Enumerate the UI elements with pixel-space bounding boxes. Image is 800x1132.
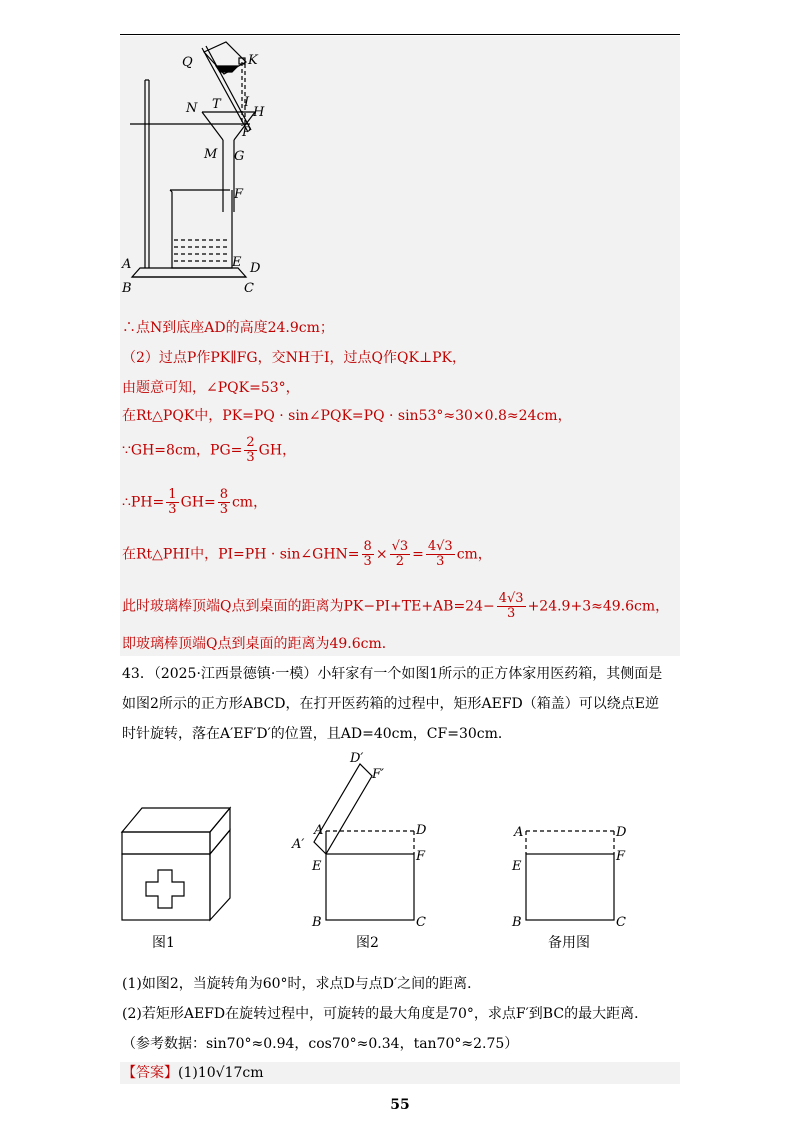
label-F: F xyxy=(616,849,626,864)
label-A-prime: A′ xyxy=(292,837,305,852)
line7-text-c: cm， xyxy=(456,546,492,563)
line5-text-b: GH， xyxy=(258,442,297,459)
answer-tag: 【答案】 xyxy=(122,1065,178,1081)
fraction xyxy=(390,540,411,569)
label-C: C xyxy=(416,915,426,930)
denominator: 3 xyxy=(219,502,228,517)
numerator: √3 xyxy=(391,539,409,554)
fraction xyxy=(426,540,455,569)
figure-3-spare xyxy=(508,820,638,935)
solution-line-1: ∴点N到底座AD的高度24.9cm； xyxy=(122,320,334,336)
solution-line-5 xyxy=(122,436,296,465)
label-B: B xyxy=(122,281,132,296)
label-A: A xyxy=(314,823,324,838)
problem-line-3: 时针旋转，落在A′EF′D′的位置，且AD=40cm，CF=30cm． xyxy=(122,726,512,742)
denominator: 3 xyxy=(507,606,516,621)
solution-line-8 xyxy=(122,592,669,621)
numerator: 1 xyxy=(168,487,177,502)
figure-2-caption: 图2 xyxy=(356,935,379,951)
label-T: T xyxy=(212,97,221,112)
label-B: B xyxy=(312,915,322,930)
label-P: P xyxy=(242,125,251,140)
figure-1-medicine-box xyxy=(118,800,248,955)
label-C: C xyxy=(616,915,626,930)
label-C: C xyxy=(244,281,254,296)
numerator: 8 xyxy=(219,487,228,502)
label-B: B xyxy=(512,915,522,930)
label-E: E xyxy=(512,859,522,874)
solution-line-2: （2）过点P作PK∥FG，交NH于I，过点Q作QK⊥PK， xyxy=(122,350,467,366)
label-K: K xyxy=(248,53,258,68)
times-sign: × xyxy=(375,546,388,563)
label-D: D xyxy=(616,825,627,840)
equals-sign: = xyxy=(412,546,424,563)
line7-text-a: 在Rt△PHI中，PI=PH · sin∠GHN= xyxy=(122,546,360,563)
denominator: 3 xyxy=(363,554,372,569)
fraction xyxy=(166,488,178,517)
label-A: A xyxy=(122,257,132,272)
line8-text-a: 此时玻璃棒顶端Q点到桌面的距离为PK−PI+TE+AB=24− xyxy=(122,598,495,615)
funnel-apparatus-figure xyxy=(120,40,280,302)
label-A: A xyxy=(514,825,524,840)
denominator: 2 xyxy=(395,554,404,569)
figure-2-rotation xyxy=(280,748,450,933)
label-F: F xyxy=(416,849,426,864)
label-F-prime: F′ xyxy=(372,767,384,782)
problem-line-2: 如图2所示的正方形ABCD，在打开医药箱的过程中，矩形AEFD（箱盖）可以绕点E逆 xyxy=(122,696,659,712)
line5-text-a: ∵GH=8cm，PG= xyxy=(122,442,243,459)
label-M: M xyxy=(204,147,218,162)
numerator: 4√3 xyxy=(498,591,524,606)
label-D: D xyxy=(416,823,427,838)
fraction xyxy=(362,540,374,569)
question-2: (2)若矩形AEFD在旋转过程中，可旋转的最大角度是70°，求点F′到BC的最大距离． xyxy=(122,1006,649,1022)
label-D-prime: D′ xyxy=(350,751,364,766)
label-I: I xyxy=(244,95,250,110)
question-1: (1)如图2，当旋转角为60°时，求点D与点D′之间的距离． xyxy=(122,976,482,992)
label-F: F xyxy=(234,187,244,202)
solution-line-9: 即玻璃棒顶端Q点到桌面的距离为49.6cm． xyxy=(122,636,396,652)
line6-text-b: GH= xyxy=(180,494,216,511)
numerator: 8 xyxy=(363,539,372,554)
top-rule xyxy=(120,34,680,35)
answer-text: (1)10√17cm xyxy=(178,1065,264,1081)
denominator: 3 xyxy=(246,450,255,465)
label-E: E xyxy=(232,255,242,270)
figure-3-caption: 备用图 xyxy=(548,935,590,951)
label-H: H xyxy=(253,105,265,120)
solution-line-7 xyxy=(122,540,492,569)
fraction xyxy=(218,488,230,517)
label-D: D xyxy=(250,261,261,276)
line6-text-a: ∴PH= xyxy=(122,494,165,511)
denominator: 3 xyxy=(168,502,177,517)
line8-text-b: +24.9+3≈49.6cm， xyxy=(527,598,670,615)
label-Q: Q xyxy=(182,55,193,70)
problem-header: 43．（2025·江西景德镇·一模）小轩家有一个如图1所示的正方体家用医药箱，其侧面是 xyxy=(122,666,663,682)
label-G: G xyxy=(234,149,245,164)
fraction xyxy=(497,592,526,621)
fraction xyxy=(244,436,256,465)
numerator: 4√3 xyxy=(427,539,453,554)
page-number: 55 xyxy=(390,1097,410,1113)
solution-line-4: 在Rt△PQK中，PK=PQ · sin∠PQK=PQ · sin53°≈30×0.8≈24cm， xyxy=(122,408,572,424)
figure-1-caption: 图1 xyxy=(152,935,175,951)
answer-line xyxy=(122,1063,264,1083)
denominator: 3 xyxy=(436,554,445,569)
label-E: E xyxy=(312,859,322,874)
numerator: 2 xyxy=(246,435,255,450)
reference-data: （参考数据：sin70°≈0.94，cos70°≈0.34，tan70°≈2.75） xyxy=(122,1036,519,1052)
label-N: N xyxy=(186,101,198,116)
line6-text-c: cm， xyxy=(231,494,268,511)
solution-line-6 xyxy=(122,488,267,517)
solution-line-3: 由题意可知，∠PQK=53°， xyxy=(122,380,300,396)
